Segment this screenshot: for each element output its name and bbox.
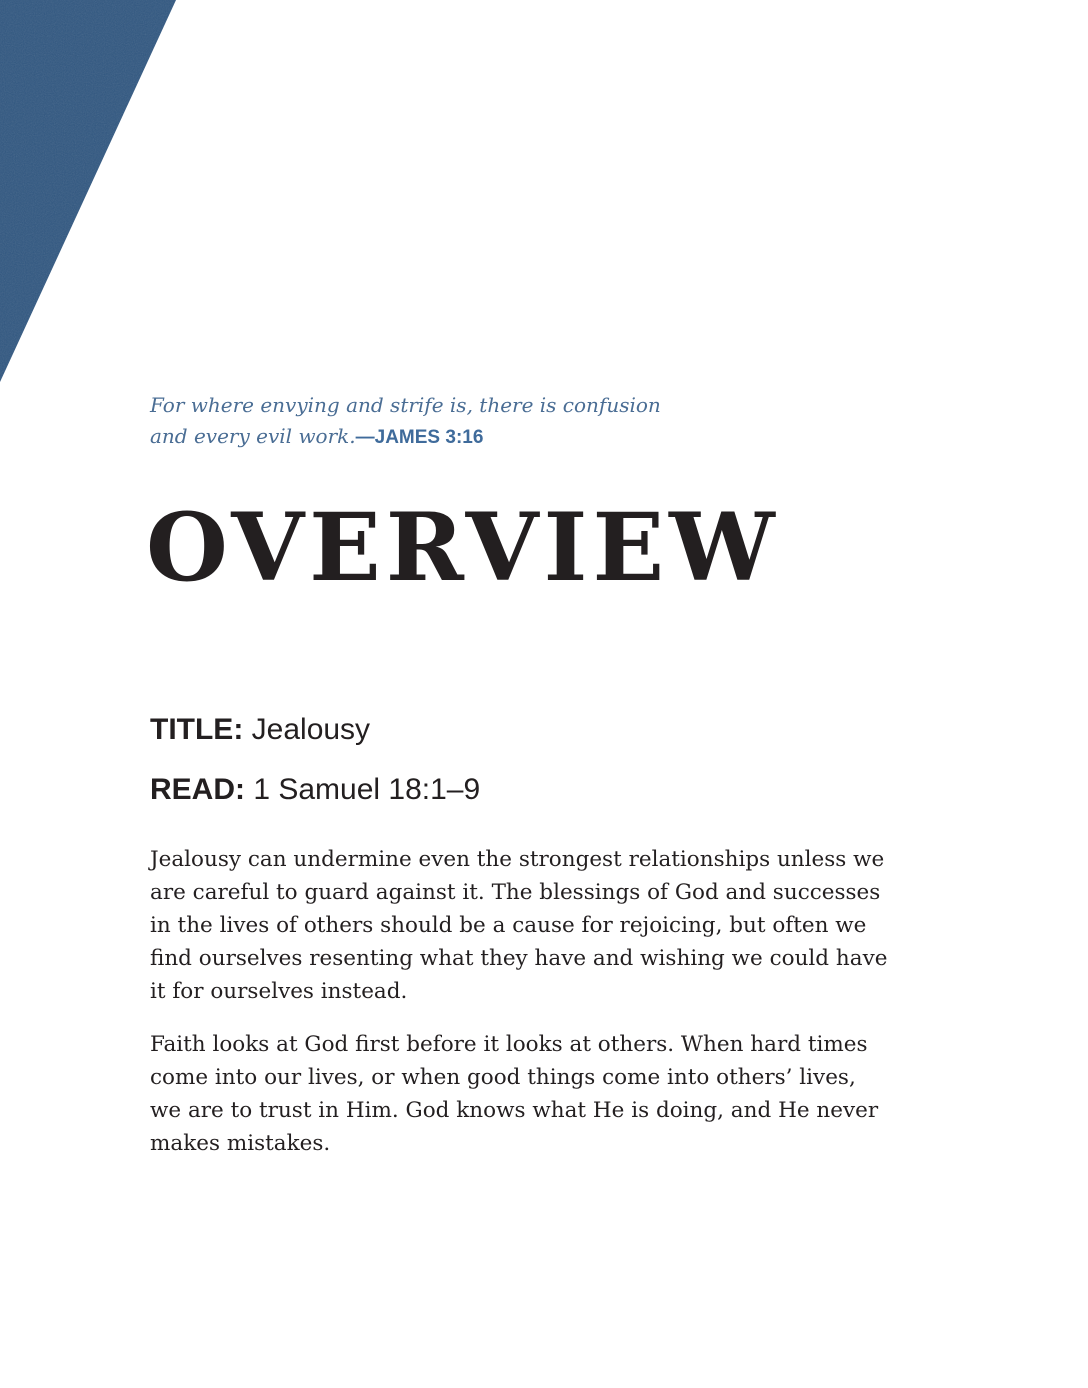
epigraph-line-1: For where envying and strife is, there is confusion xyxy=(150,393,661,417)
body-paragraph-2: Faith looks at God first before it looks at others. When hard times come into our lives, or when good things come into others’ lives, we are to trust in Him. God knows what He is doing, and He never makes mistakes. xyxy=(150,1032,879,1156)
title-field-label: TITLE: xyxy=(150,713,244,746)
title-field-value: Jealousy xyxy=(251,713,371,746)
read-field-value: 1 Samuel 18:1–9 xyxy=(253,773,481,806)
read-field-label: READ: xyxy=(150,773,245,806)
title-field xyxy=(150,715,890,745)
epigraph-quote xyxy=(150,390,890,453)
epigraph-line-2-text: and every evil work. xyxy=(150,424,356,448)
epigraph-line-2 xyxy=(150,421,890,453)
epigraph-citation: —JAMES 3:16 xyxy=(355,427,484,448)
corner-band-decoration xyxy=(0,0,180,385)
read-field xyxy=(150,775,890,805)
page-content xyxy=(146,390,890,1160)
page-title: OVERVIEW xyxy=(146,493,780,603)
body-paragraph-1: Jealousy can undermine even the strongest relationships unless we are careful to guard against it. The blessings of God and successes in the lives of others should be a cause for rejoicing, but often we find ourselves resenting what they have and wishing we could have it for ourselves instead. xyxy=(150,847,888,1004)
